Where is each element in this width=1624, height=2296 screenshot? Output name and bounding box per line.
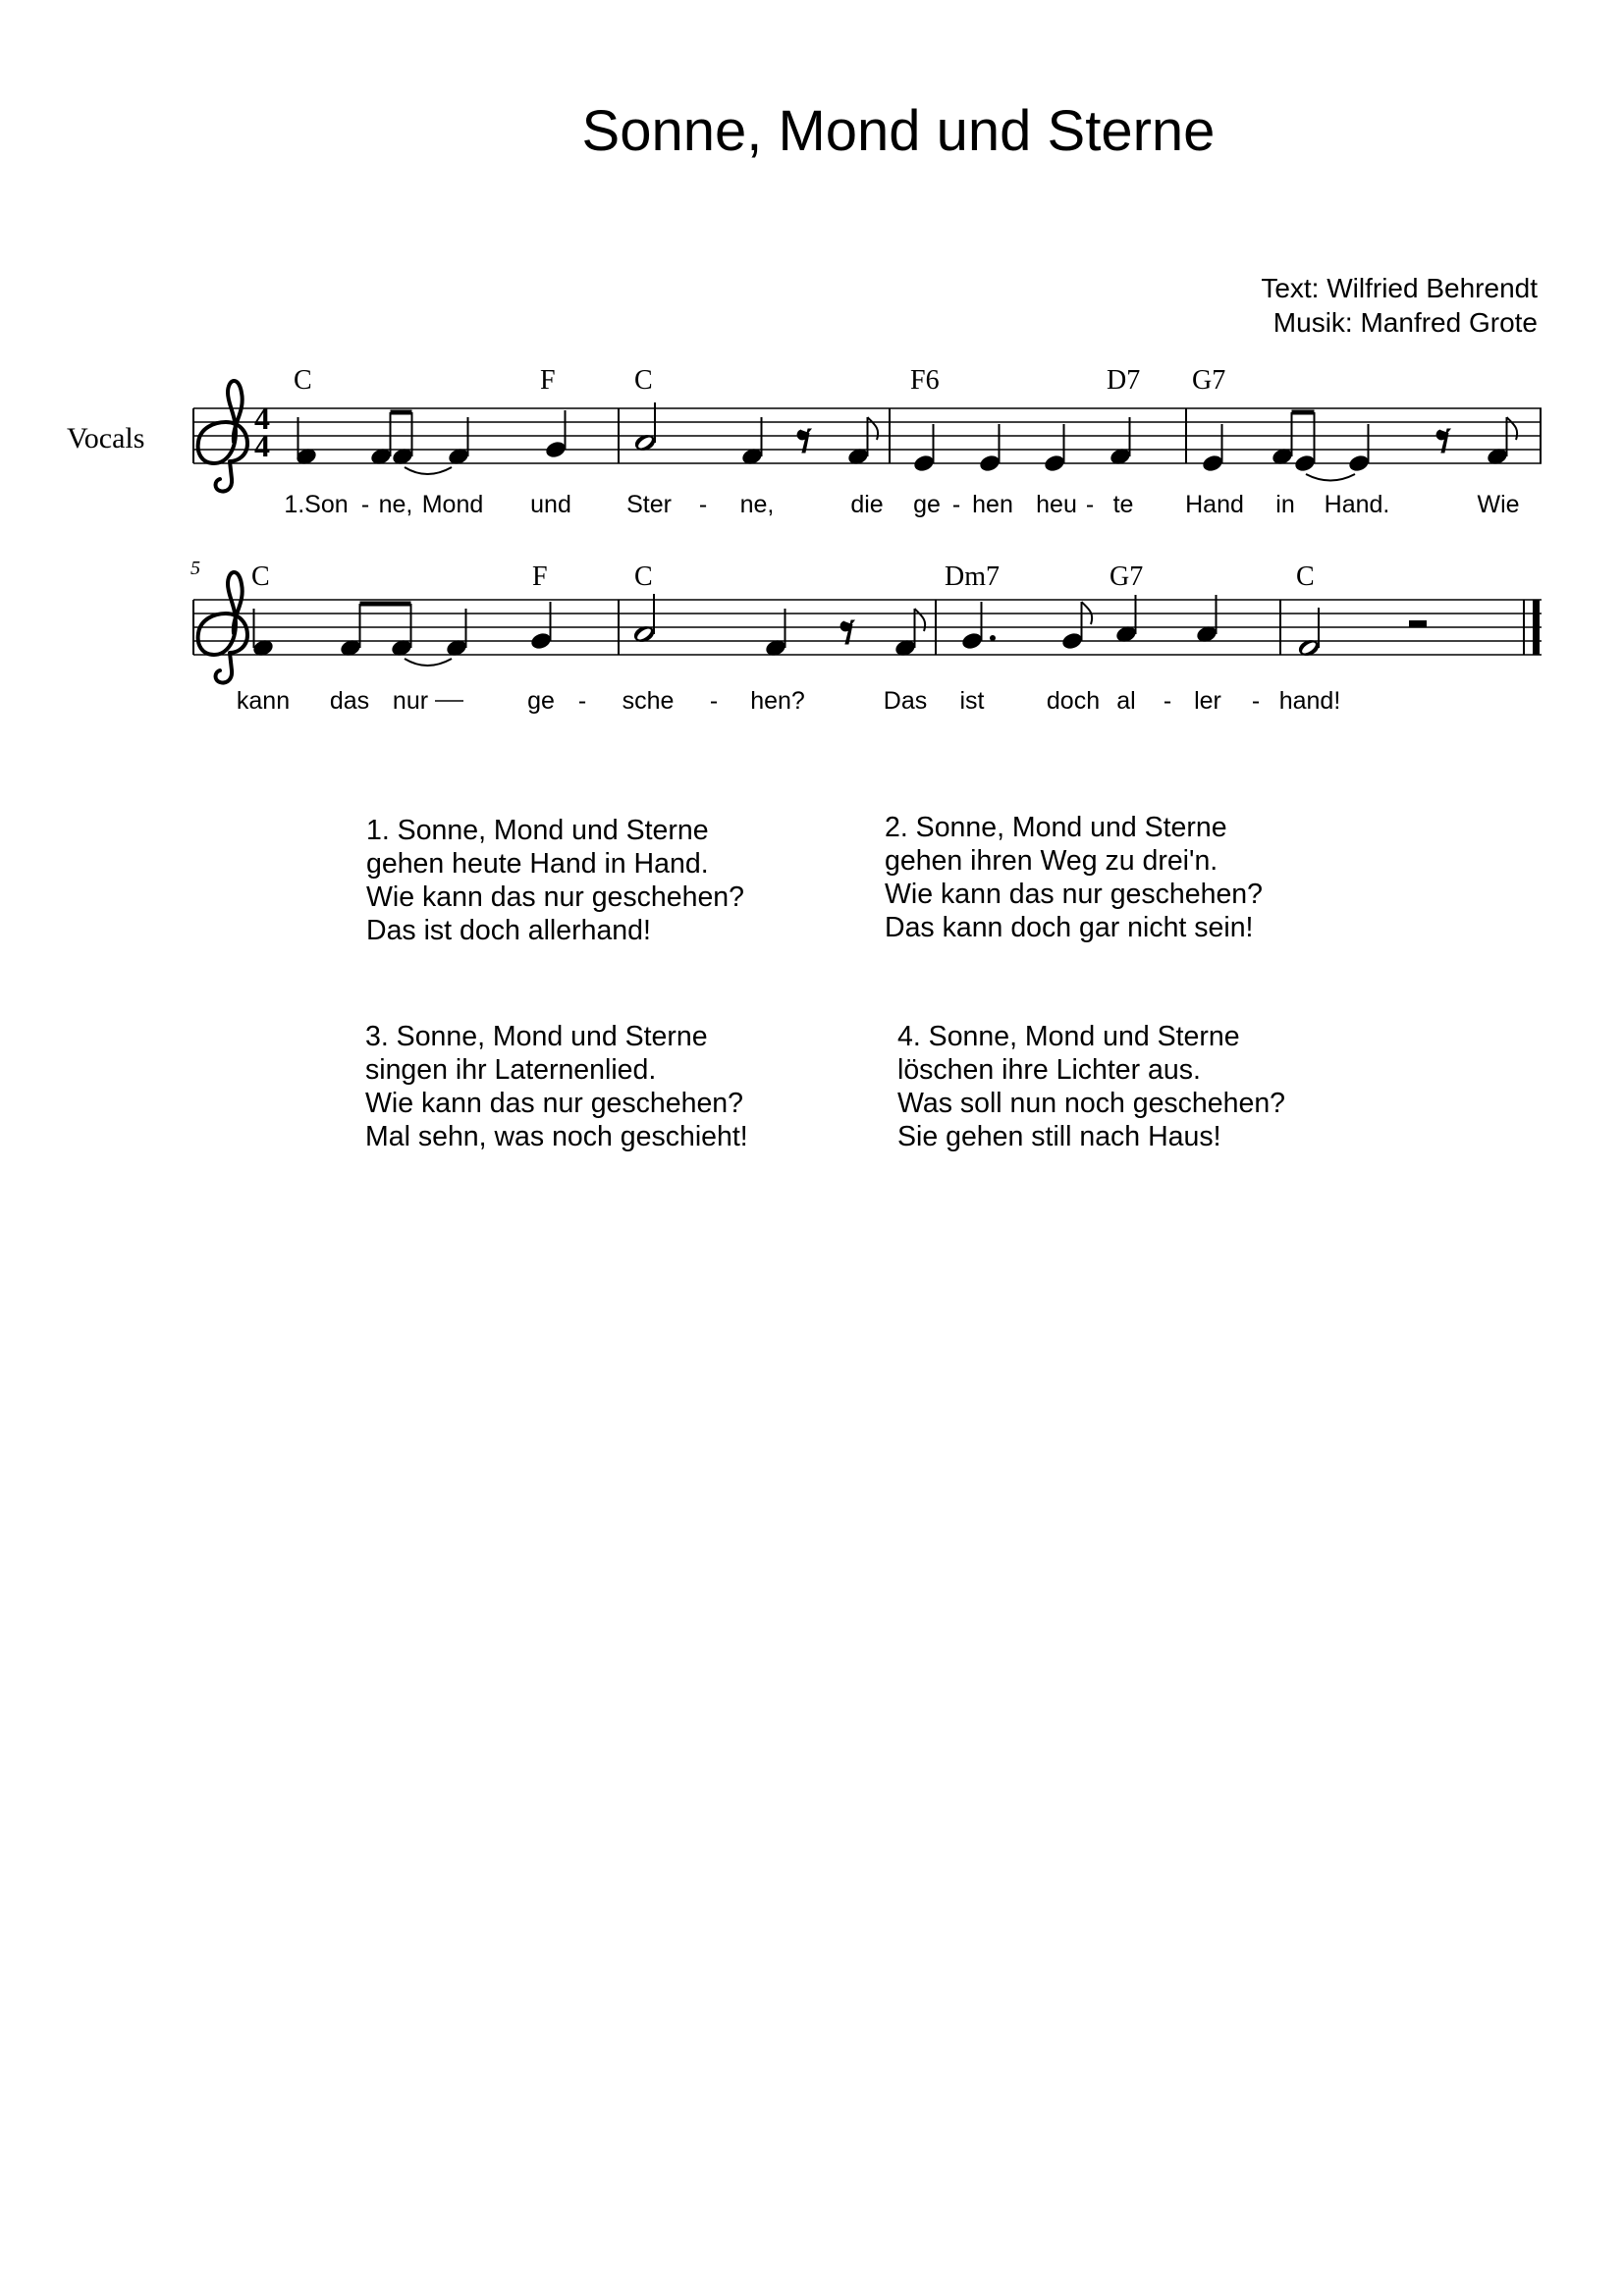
- lyric-syllable: kann: [236, 687, 291, 715]
- lyric-hyphen: -: [360, 491, 370, 518]
- time-signature: 4: [254, 400, 270, 436]
- lyric-hyphen: -: [1163, 687, 1172, 715]
- lyric-hyphen: -: [1251, 687, 1261, 715]
- lyric-hyphen: -: [951, 491, 961, 518]
- song-title: Sonne, Mond und Sterne: [581, 99, 1216, 163]
- chord-symbol: D7: [1107, 365, 1141, 396]
- final-barline: [1533, 600, 1540, 655]
- chord-symbol: C: [1296, 561, 1315, 592]
- lyric-syllable: hand!: [1278, 687, 1341, 715]
- chord-symbol: C: [634, 561, 653, 592]
- verse-3: 3. Sonne, Mond und Sterne singen ihr Laternenlied. Wie kann das nur geschehen? Mal sehn, was noch geschieht!: [365, 1021, 748, 1152]
- lyric-syllable: 1.Son: [284, 491, 349, 518]
- lyric-syllable: die: [850, 491, 884, 518]
- lyric-syllable: Hand: [1185, 491, 1244, 518]
- lyric-syllable: Ster: [626, 491, 672, 518]
- chord-symbol: F6: [910, 365, 940, 396]
- lyric-syllable: hen?: [750, 687, 805, 715]
- half-rest: [1409, 620, 1427, 627]
- lyric-syllable: das: [329, 687, 370, 715]
- lyric-syllable: in: [1275, 491, 1295, 518]
- composer-credit: Musik: Manfred Grote: [1272, 307, 1538, 338]
- notes-system-1: [295, 402, 1517, 481]
- lyric-syllable: ne,: [739, 491, 775, 518]
- lyric-syllable: te: [1112, 491, 1134, 518]
- verse-1: 1. Sonne, Mond und Sterne gehen heute Hand in Hand. Wie kann das nur geschehen? Das ist doch allerhand!: [366, 815, 745, 946]
- lyric-syllable: Das: [883, 687, 928, 715]
- chord-symbol: G7: [1192, 365, 1226, 396]
- time-signature: 4: [254, 428, 270, 463]
- chord-symbol: C: [294, 365, 312, 396]
- chord-symbol: C: [634, 365, 653, 396]
- lyric-syllable: al: [1116, 687, 1136, 715]
- notes-system-2: [251, 594, 1427, 701]
- lyric-syllable: ge: [527, 687, 555, 715]
- verse-4: 4. Sonne, Mond und Sterne löschen ihre Lichter aus. Was soll nun noch geschehen? Sie gehen still nach Haus!: [897, 1021, 1286, 1152]
- lyric-syllable: und: [530, 491, 571, 518]
- chord-symbol: Dm7: [945, 561, 1000, 592]
- chord-symbol: C: [251, 561, 270, 592]
- measure-number: 5: [190, 558, 200, 579]
- chord-symbol: F: [540, 365, 556, 396]
- lyric-syllable: ler: [1194, 687, 1221, 715]
- verse-2: 2. Sonne, Mond und Sterne gehen ihren Weg zu drei'n. Wie kann das nur geschehen? Das kann doch gar nicht sein!: [885, 812, 1264, 943]
- lyric-syllable: heu: [1036, 491, 1077, 518]
- lyric-syllable: Hand.: [1324, 491, 1390, 518]
- lyric-syllable: Mond: [421, 491, 484, 518]
- lyric-hyphen: -: [577, 687, 587, 715]
- music-notation: [0, 0, 1624, 982]
- staff-system-1: [193, 381, 1542, 492]
- lyric-syllable: sche: [622, 687, 675, 715]
- lyricist-credit: Text: Wilfried Behrendt: [1261, 273, 1538, 303]
- lyric-hyphen: -: [709, 687, 719, 715]
- lyric-syllable: ist: [959, 687, 985, 715]
- chord-symbol: F: [532, 561, 548, 592]
- lyric-syllable: hen: [972, 491, 1013, 518]
- lyric-syllable: nur: [392, 687, 429, 715]
- lyric-hyphen: -: [698, 491, 708, 518]
- lyric-syllable: ne,: [378, 491, 413, 518]
- instrument-name: Vocals: [67, 422, 145, 454]
- lyric-syllable: ge: [913, 491, 941, 518]
- lyric-syllable: doch: [1046, 687, 1101, 715]
- lyric-syllable: Wie: [1477, 491, 1520, 518]
- chord-symbol: G7: [1110, 561, 1144, 592]
- staff-system-2: [193, 572, 1542, 701]
- lyric-hyphen: -: [1085, 491, 1095, 518]
